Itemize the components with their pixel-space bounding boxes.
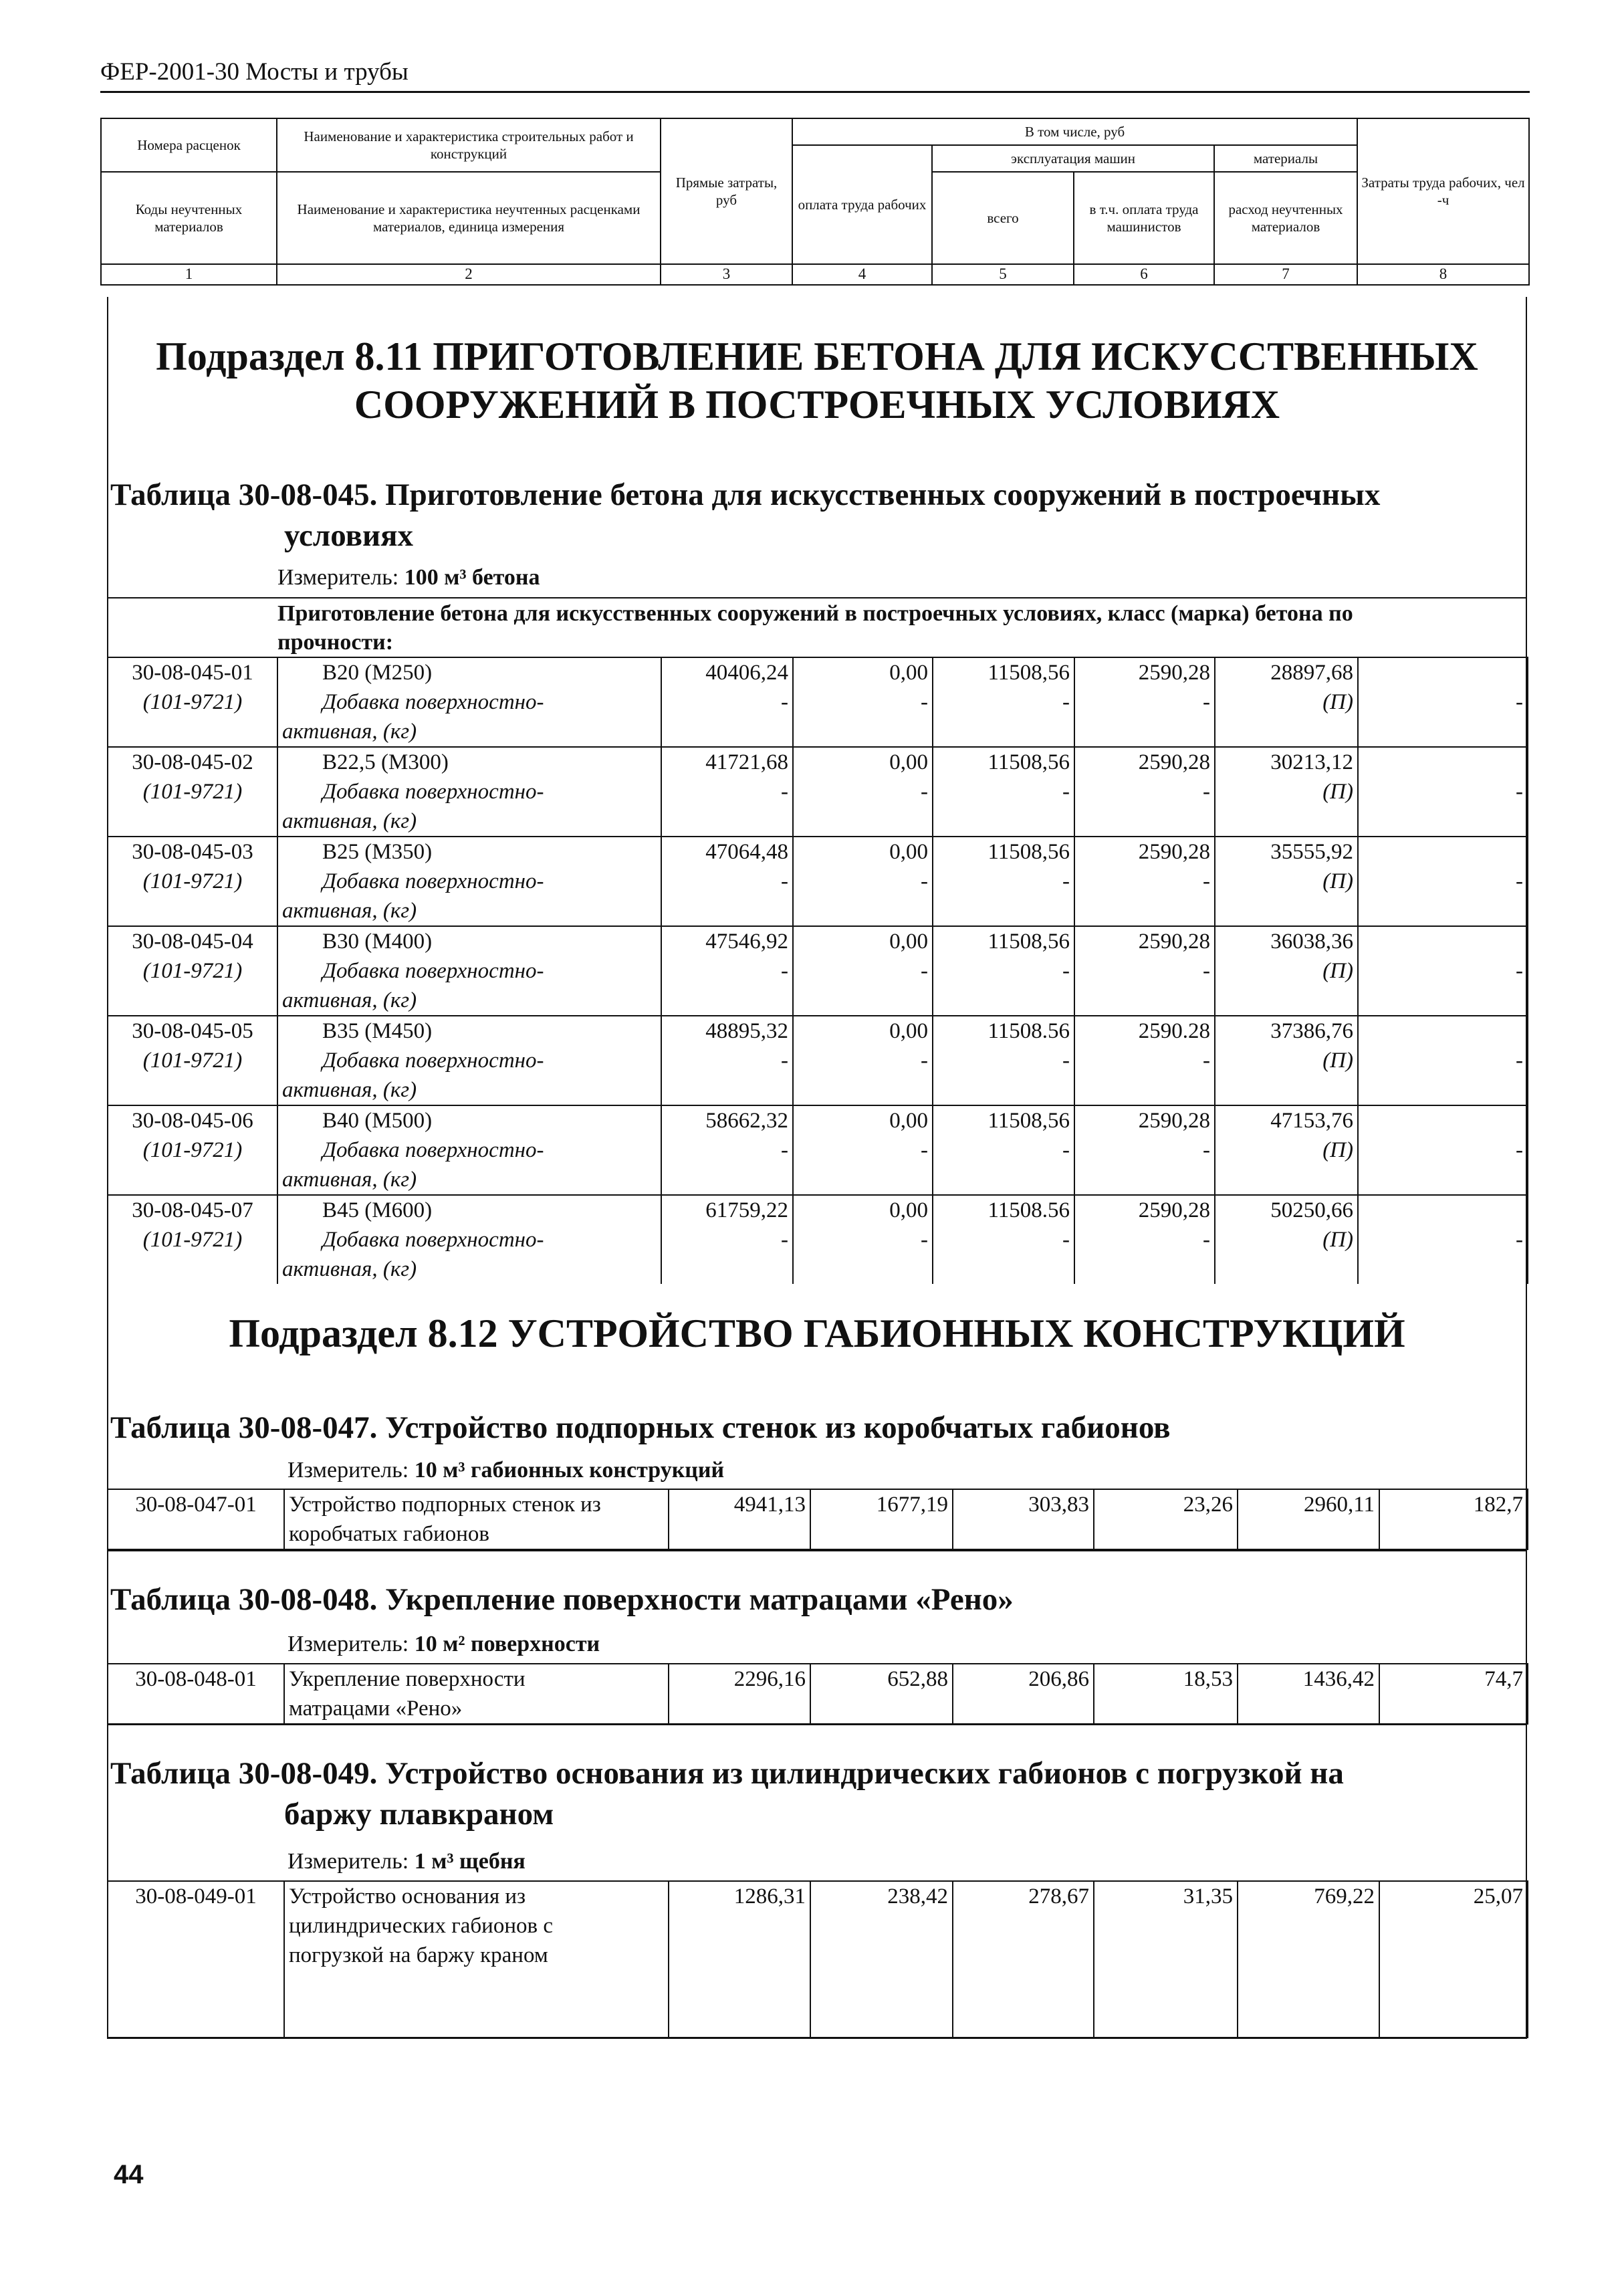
rate-name: В30 (М400) Добавка поверхностно- активная, (кг) xyxy=(277,926,661,1016)
materials: 769,22 xyxy=(1238,1881,1379,2038)
labor-hours: 74,7 xyxy=(1379,1664,1528,1724)
machine-total: 11508,56 - xyxy=(933,657,1074,747)
labor-hours: - xyxy=(1358,837,1528,926)
labor-pay: 0,00 - xyxy=(793,747,933,837)
column-number: 1 xyxy=(101,264,277,285)
rate-code: 30-08-045-06 (101-9721) xyxy=(108,1105,277,1195)
rate-code: 30-08-047-01 xyxy=(108,1489,284,1549)
rate-name: Устройство основания из цилиндрических габионов с погрузкой на баржу краном xyxy=(284,1881,669,2038)
labor-pay: 0,00 - xyxy=(793,1105,933,1195)
rate-code: 30-08-045-03 (101-9721) xyxy=(108,837,277,926)
table-measure: Измеритель: 10 м² поверхности xyxy=(287,1632,600,1656)
rates-table-045 xyxy=(107,657,1528,1284)
header-material-names: Наименование и характеристика неучтенных расценками материалов, единица измерения xyxy=(277,172,661,264)
running-title: ФЕР-2001-30 Мосты и трубы xyxy=(100,58,409,86)
labor-hours: 182,7 xyxy=(1379,1489,1528,1549)
header-direct-costs: Прямые затраты, руб xyxy=(661,118,792,264)
table-title: Таблица 30-08-045. Приготовление бетона для искусственных сооружений в построечных условиях xyxy=(110,477,1381,554)
header-work-name: Наименование и характеристика строительных работ и конструкций xyxy=(277,118,661,172)
labor-pay: 0,00 - xyxy=(793,926,933,1016)
rates-table-047 xyxy=(107,1489,1528,1550)
table-row xyxy=(108,1664,1528,1724)
rate-name: В25 (М350) Добавка поверхностно- активная, (кг) xyxy=(277,837,661,926)
machine-labor: 23,26 xyxy=(1094,1489,1238,1549)
subsection-title: Подраздел 8.11 ПРИГОТОВЛЕНИЕ БЕТОНА ДЛЯ ИСКУССТВЕННЫХ СООРУЖЕНИЙ В ПОСТРОЕЧНЫХ УСЛОВИЯХ xyxy=(156,334,1478,427)
labor-pay: 652,88 xyxy=(810,1664,953,1724)
table-measure: Измеритель: 10 м³ габионных конструкций xyxy=(287,1458,725,1483)
header-materials-use: расход неучтенных материалов xyxy=(1214,172,1357,264)
rates-table-049 xyxy=(107,1880,1528,2038)
machine-labor: 2590,28 - xyxy=(1074,657,1215,747)
machine-labor: 2590,28 - xyxy=(1074,747,1215,837)
column-number: 3 xyxy=(661,264,792,285)
labor-hours: - xyxy=(1358,1195,1528,1284)
rate-code: 30-08-045-02 (101-9721) xyxy=(108,747,277,837)
table-measure: Измеритель: 1 м³ щебня xyxy=(287,1849,526,1874)
header-machine-total: всего xyxy=(932,172,1074,264)
header-materials: материалы xyxy=(1214,145,1357,172)
machine-labor: 31,35 xyxy=(1094,1881,1238,2038)
table-title: Таблица 30-08-047. Устройство подпорных стенок из коробчатых габионов xyxy=(110,1410,1171,1445)
column-number: 4 xyxy=(792,264,932,285)
machine-labor: 2590,28 - xyxy=(1074,1195,1215,1284)
column-number: 2 xyxy=(277,264,661,285)
materials: 1436,42 xyxy=(1238,1664,1379,1724)
column-number: 7 xyxy=(1214,264,1357,285)
labor-pay: 0,00 - xyxy=(793,837,933,926)
materials: 50250,66 (П) xyxy=(1215,1195,1358,1284)
machine-total: 11508.56 - xyxy=(933,1016,1074,1105)
labor-pay: 0,00 - xyxy=(793,657,933,747)
header-rate-number: Номера расценок xyxy=(101,118,277,172)
materials: 2960,11 xyxy=(1238,1489,1379,1549)
rate-name: В20 (М250) Добавка поверхностно- активная, (кг) xyxy=(277,657,661,747)
subsection-title: Подраздел 8.12 УСТРОЙСТВО ГАБИОННЫХ КОНСТРУКЦИЙ xyxy=(229,1311,1405,1355)
labor-pay: 238,42 xyxy=(810,1881,953,2038)
rate-code: 30-08-045-05 (101-9721) xyxy=(108,1016,277,1105)
direct-costs: 58662,32 - xyxy=(661,1105,793,1195)
direct-costs: 47546,92 - xyxy=(661,926,793,1016)
labor-pay: 0,00 - xyxy=(793,1195,933,1284)
rate-name: Устройство подпорных стенок из коробчатых габионов xyxy=(284,1489,669,1549)
header-machine-labor: в т.ч. оплата труда машинистов xyxy=(1074,172,1214,264)
column-number: 5 xyxy=(932,264,1074,285)
labor-hours: - xyxy=(1358,657,1528,747)
column-header-table xyxy=(100,118,1530,286)
machine-total: 11508,56 - xyxy=(933,747,1074,837)
labor-pay: 0,00 - xyxy=(793,1016,933,1105)
labor-pay: 1677,19 xyxy=(810,1489,953,1549)
machine-total: 11508,56 - xyxy=(933,1105,1074,1195)
direct-costs: 2296,16 xyxy=(669,1664,810,1724)
labor-hours: - xyxy=(1358,1016,1528,1105)
labor-hours: 25,07 xyxy=(1379,1881,1528,2038)
rate-name: В35 (М450) Добавка поверхностно- активная, (кг) xyxy=(277,1016,661,1105)
rate-name: В22,5 (М300) Добавка поверхностно- активная, (кг) xyxy=(277,747,661,837)
rate-code: 30-08-045-01 (101-9721) xyxy=(108,657,277,747)
rate-code: 30-08-048-01 xyxy=(108,1664,284,1724)
machine-total: 11508.56 - xyxy=(933,1195,1074,1284)
rate-name: В45 (М600) Добавка поверхностно- активная, (кг) xyxy=(277,1195,661,1284)
table-row xyxy=(108,1881,1528,2038)
header-machine-ops: эксплуатация машин xyxy=(932,145,1214,172)
materials: 36038,36 (П) xyxy=(1215,926,1358,1016)
machine-labor: 2590,28 - xyxy=(1074,837,1215,926)
machine-total: 11508,56 - xyxy=(933,837,1074,926)
divider-line xyxy=(107,597,1527,598)
machine-labor: 2590.28 - xyxy=(1074,1016,1215,1105)
divider-line xyxy=(107,1550,1527,1551)
materials: 35555,92 (П) xyxy=(1215,837,1358,926)
column-number: 6 xyxy=(1074,264,1214,285)
table-measure: Измеритель: 100 м³ бетона xyxy=(277,565,540,590)
rates-table-048 xyxy=(107,1663,1528,1725)
materials: 37386,76 (П) xyxy=(1215,1016,1358,1105)
rate-group-heading: Приготовление бетона для искусственных сооружений в построечных условиях, класс (марка) бетона по прочности: xyxy=(277,601,1353,655)
direct-costs: 40406,24 - xyxy=(661,657,793,747)
machine-total: 206,86 xyxy=(953,1664,1094,1724)
labor-hours: - xyxy=(1358,926,1528,1016)
rate-code: 30-08-045-07 (101-9721) xyxy=(108,1195,277,1284)
direct-costs: 41721,68 - xyxy=(661,747,793,837)
rate-code: 30-08-049-01 xyxy=(108,1881,284,2038)
table-title: Таблица 30-08-048. Укрепление поверхности матрацами «Рено» xyxy=(110,1582,1014,1617)
labor-hours: - xyxy=(1358,1105,1528,1195)
direct-costs: 47064,48 - xyxy=(661,837,793,926)
materials: 28897,68 (П) xyxy=(1215,657,1358,747)
direct-costs: 4941,13 xyxy=(669,1489,810,1549)
table-title: Таблица 30-08-049. Устройство основания из цилиндрических габионов с погрузкой на баржу плавкраном xyxy=(110,1756,1344,1832)
column-number: 8 xyxy=(1357,264,1529,285)
machine-labor: 2590,28 - xyxy=(1074,1105,1215,1195)
header-labor-cost: Затраты труда рабочих, чел -ч xyxy=(1357,118,1529,264)
direct-costs: 1286,31 xyxy=(669,1881,810,2038)
direct-costs: 48895,32 - xyxy=(661,1016,793,1105)
title-rule xyxy=(100,91,1530,93)
materials: 30213,12 (П) xyxy=(1215,747,1358,837)
machine-total: 11508,56 - xyxy=(933,926,1074,1016)
divider-line xyxy=(107,1724,1527,1725)
rate-name: В40 (М500) Добавка поверхностно- активная, (кг) xyxy=(277,1105,661,1195)
rate-code: 30-08-045-04 (101-9721) xyxy=(108,926,277,1016)
header-material-codes: Коды неучтенных материалов xyxy=(101,172,277,264)
machine-labor: 18,53 xyxy=(1094,1664,1238,1724)
header-in-total: В том числе, руб xyxy=(792,118,1357,145)
direct-costs: 61759,22 - xyxy=(661,1195,793,1284)
labor-hours: - xyxy=(1358,747,1528,837)
page-number: 44 xyxy=(114,2160,144,2189)
header-labor-pay: оплата труда рабочих xyxy=(792,145,932,264)
materials: 47153,76 (П) xyxy=(1215,1105,1358,1195)
table-row xyxy=(108,1489,1528,1549)
rate-name: Укрепление поверхности матрацами «Рено» xyxy=(284,1664,669,1724)
machine-total: 303,83 xyxy=(953,1489,1094,1549)
machine-total: 278,67 xyxy=(953,1881,1094,2038)
machine-labor: 2590,28 - xyxy=(1074,926,1215,1016)
